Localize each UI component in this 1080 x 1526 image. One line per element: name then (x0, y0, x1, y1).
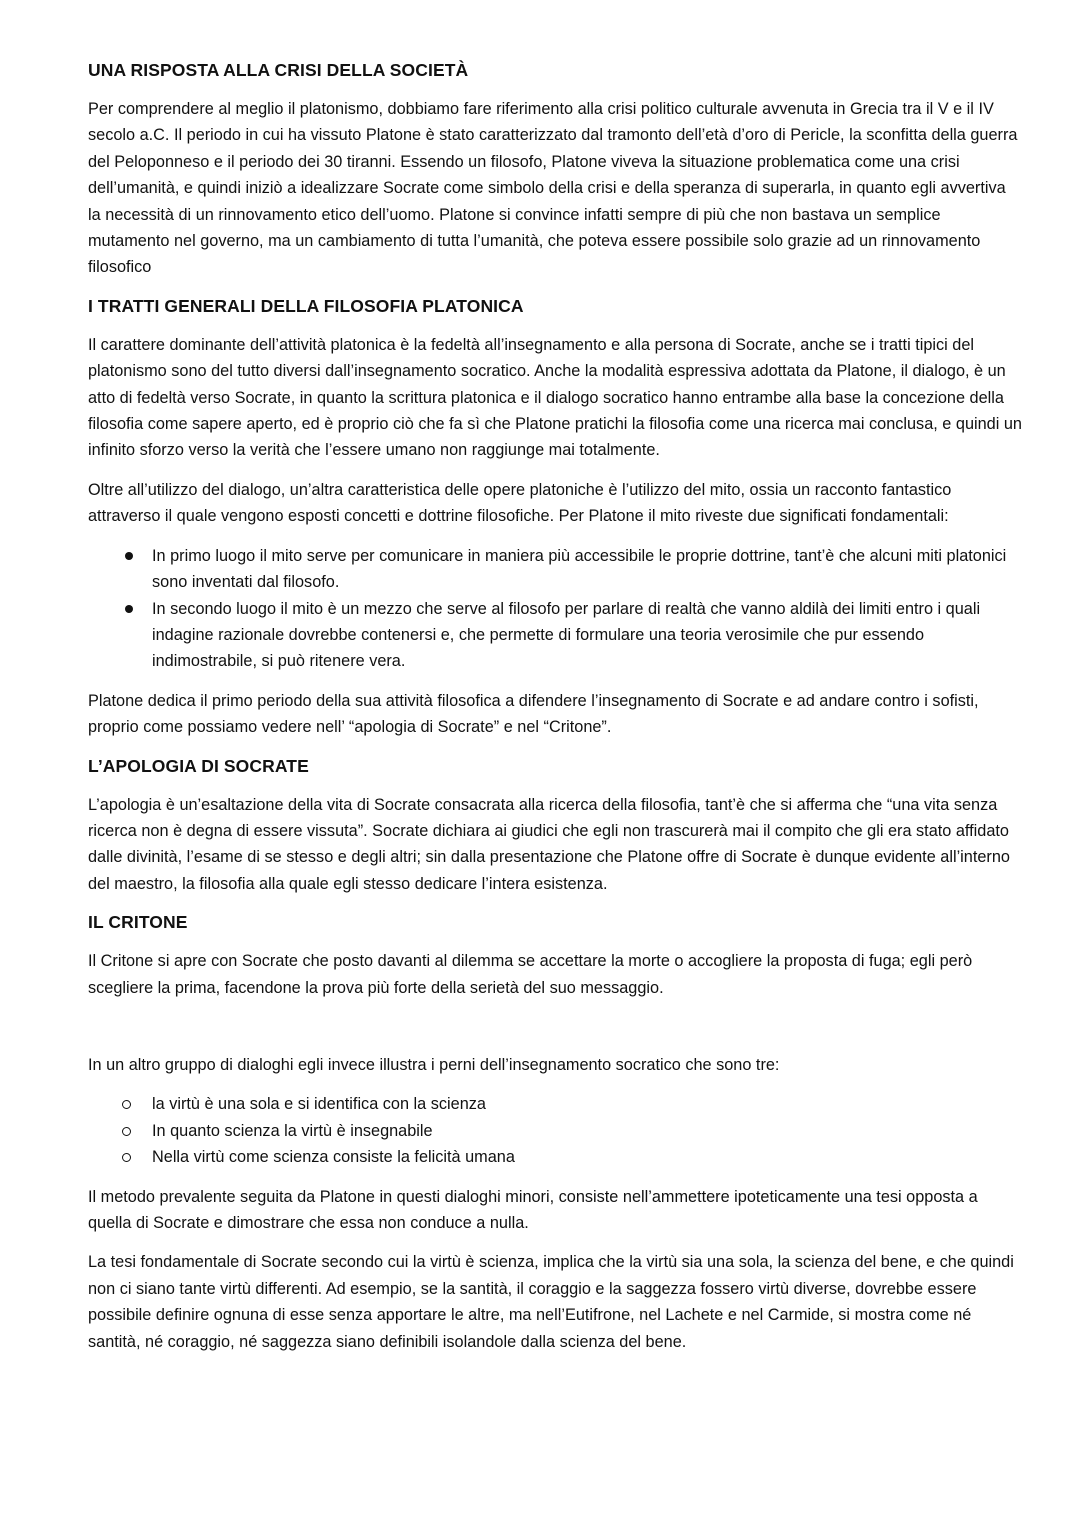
spacer (88, 1014, 1022, 1052)
list-item: In quanto scienza la virtù è insegnabile (88, 1118, 1022, 1144)
paragraph: In un altro gruppo di dialoghi egli invece illustra i perni dell’insegnamento socratico che sono tre: (88, 1055, 780, 1074)
paragraph: Per comprendere al meglio il platonismo, dobbiamo fare riferimento alla crisi politico culturale avvenuta in Grecia tra il V e il IV secolo a.C. Il periodo in cui ha vissuto Platone è stato caratterizzato dal tramonto dell’età d’oro di Pericle, la sconfitta della guerra del Peloponneso e il periodo dei 30 tiranni. Essendo un filosofo, Platone viveva la situazione problematica come una crisi dell’umanità, e quindi iniziò a idealizzare Socrate come simbolo della crisi e della speranza di superarla, in quanto egli avvertiva la necessità di un rinnovamento etico dell’uomo. Platone si convince infatti sempre di più che non bastava un semplice mutamento nel governo, ma un cambiamento di tutta l’umanità, che poteva essere possibile solo grazie ad un rinnovamento filosofico (88, 100, 1018, 277)
list-item: Nella virtù come scienza consiste la felicità umana (88, 1144, 1022, 1170)
section-heading-general-traits: I TRATTI GENERALI DELLA FILOSOFIA PLATONICA (88, 295, 524, 316)
paragraph: La tesi fondamentale di Socrate secondo cui la virtù è scienza, implica che la virtù sia una sola, la scienza del bene, e che quindi non ci siano tante virtù differenti. Ad esempio, se la santità, il coraggio e la saggezza fossero virtù diverse, dovrebbe essere possibile definire ognuna di esse senza apportare le altre, ma nell’Eutifrone, nel Lachete e nel Carmide, si mostra come né santità, né coraggio, né saggezza siano definibili isolandole dalla scienza del bene. (88, 1253, 1014, 1351)
circle-bullet-list (88, 1091, 1022, 1170)
bullet-list (88, 543, 1022, 675)
paragraph: Il Critone si apre con Socrate che posto davanti al dilemma se accettare la morte o accogliere la proposta di fuga; egli però scegliere la prima, facendone la prova più forte della serietà del suo messaggio. (88, 952, 973, 997)
section-heading-crisis: UNA RISPOSTA ALLA CRISI DELLA SOCIETÀ (88, 60, 469, 80)
section-heading-crito: IL CRITONE (88, 912, 188, 933)
section-heading-apology: L’APOLOGIA DI SOCRATE (88, 755, 309, 776)
list-item: In secondo luogo il mito è un mezzo che serve al filosofo per parlare di realtà che vanno aldilà dei limiti entro i quali indagine razionale dovrebbe contenersi e, che permette di formulare una teoria verosimile che pur essendo indimostrabile, si può ritenere vera. (88, 596, 1022, 675)
paragraph: Oltre all’utilizzo del dialogo, un’altra caratteristica delle opere platoniche è l’utilizzo del mito, ossia un racconto fantastico attraverso il quale vengono esposti concetti e dottrine filosofiche. Per Platone il mito riveste due significati fondamentali: (88, 480, 952, 526)
paragraph: Il carattere dominante dell’attività platonica è la fedeltà all’insegnamento e alla persona di Socrate, anche se i tratti tipici del platonismo sono del tutto diversi dall’insegnamento socratico. Anche la modalità espressiva adottata da Platone, il dialogo, è un atto di fedeltà verso Socrate, in quanto la scrittura platonica e il dialogo socratico hanno entrambe alla base la concezione della filosofia come sapere aperto, ed è proprio ciò che fa sì che Platone pratichi la filosofia come una ricerca mai conclusa, e quindi un infinito sforzo verso la verità che l’essere umano non raggiunge mai totalmente. (88, 335, 1022, 460)
paragraph: L’apologia è un’esaltazione della vita di Socrate consacrata alla ricerca della filosofia, tant’è che si afferma che “una vita senza ricerca non è degna di essere vissuta”. Socrate dichiara ai giudici che egli non trascurerà mai il compito che gli era stato affidato dalle divinità, l’esame di se stesso e degli altri; sin dalla presentazione che Platone offre di Socrate è dunque evidente all’interno del maestro, la filosofia alla quale egli stesso dedicare l’intera esistenza. (88, 795, 1010, 893)
paragraph: Platone dedica il primo periodo della sua attività filosofica a difendere l’insegnamento di Socrate e ad andare contro i sofisti, proprio come possiamo vedere nell’ “apologia di Socrate” e nel “Critone”. (88, 691, 979, 737)
list-item: la virtù è una sola e si identifica con la scienza (88, 1091, 1022, 1117)
paragraph: Il metodo prevalente seguita da Platone in questi dialoghi minori, consiste nell’ammettere ipoteticamente una tesi opposta a quella di Socrate e dimostrare che essa non conduce a nulla. (88, 1187, 978, 1232)
list-item: In primo luogo il mito serve per comunicare in maniera più accessibile le proprie dottrine, tant’è che alcuni miti platonici sono inventati dal filosofo. (88, 543, 1022, 596)
